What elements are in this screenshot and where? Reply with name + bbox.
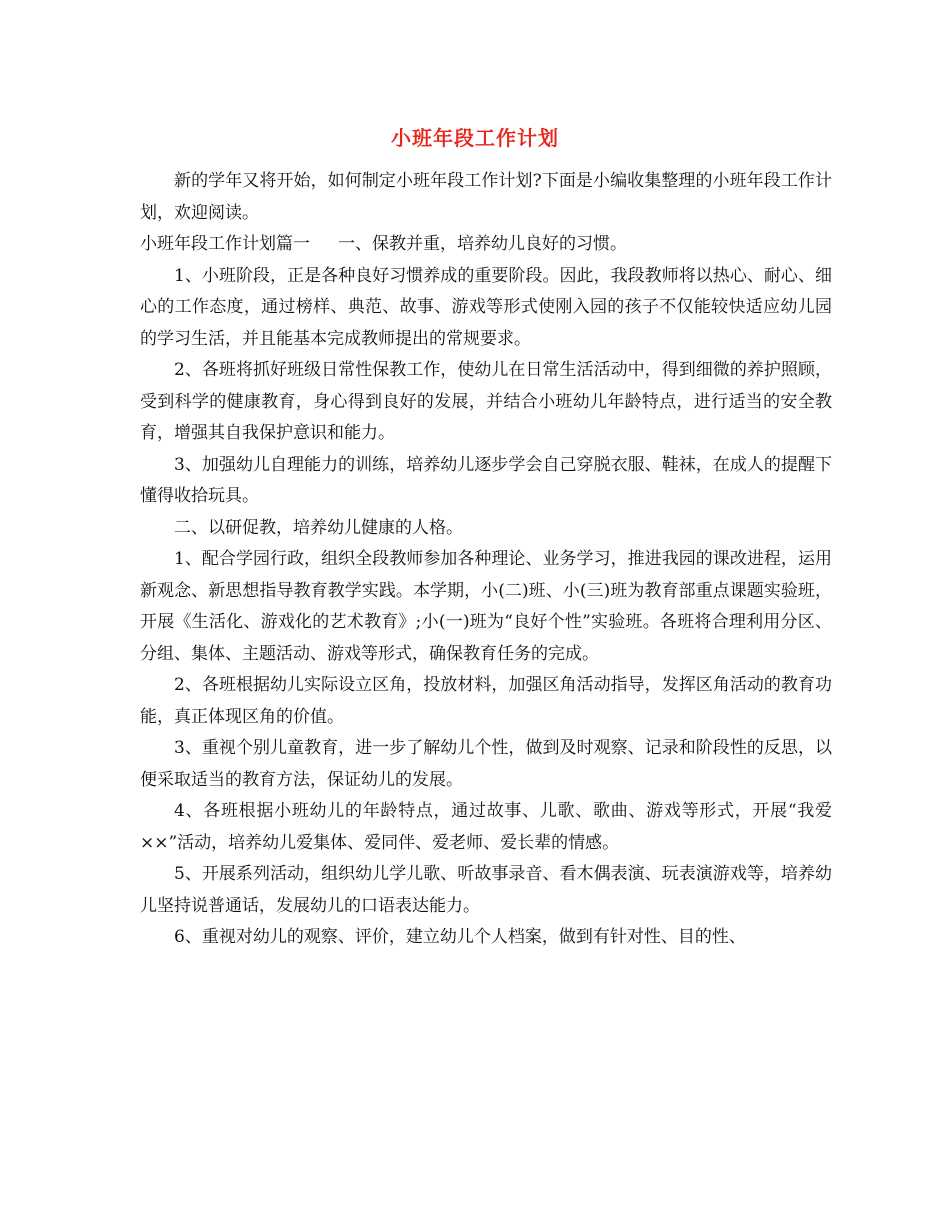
page-title: 小班年段工作计划 (391, 126, 559, 150)
section-line (140, 229, 832, 261)
list-item: 4、各班根据小班幼儿的年龄特点，通过故事、儿歌、歌曲、游戏等形式，开展“我爱××”活动，培养幼儿爱集体、爱同伴、爱老师、爱长辈的情感。 (140, 801, 832, 853)
section-heading-2: 二、以研促教，培养幼儿健康的人格。 (174, 517, 463, 538)
intro-paragraph: 新的学年又将开始，如何制定小班年段工作计划?下面是小编收集整理的小班年段工作计划，欢迎阅读。 (140, 171, 832, 223)
section-label: 小班年段工作计划篇一 (140, 234, 310, 254)
list-item: 2、各班将抓好班级日常性保教工作，使幼儿在日常生活活动中，得到细微的养护照顾，受到科学的健康教育，身心得到良好的发展，并结合小班幼儿年龄特点，进行适当的安全教育，增强其自我保护意识和能力。 (140, 360, 832, 443)
list-item: 3、加强幼儿自理能力的训练，培养幼儿逐步学会自己穿脱衣服、鞋袜，在成人的提醒下懂得收拾玩具。 (140, 454, 832, 506)
document-body (140, 166, 832, 954)
list-item: 1、配合学园行政，组织全段教师参加各种理论、业务学习，推进我园的课改进程，运用新观念、新思想指导教育教学实践。本学期，小(二)班、小(三)班为教育部重点课题实验班，开展《生活化、游戏化的艺术教育》;小(一)班为“良好个性”实验班。各班将合理利用分区、分组、集体、主题活动、游戏等形式，确保教育任务的完成。 (140, 549, 832, 664)
list-item: 2、各班根据幼儿实际设立区角，投放材料，加强区角活动指导，发挥区角活动的教育功能，真正体现区角的价值。 (140, 675, 832, 727)
list-item: 1、小班阶段，正是各种良好习惯养成的重要阶段。因此，我段教师将以热心、耐心、细心的工作态度，通过榜样、典范、故事、游戏等形式使刚入园的孩子不仅能较快适应幼儿园的学习生活，并且能基本完成教师提出的常规要求。 (140, 265, 832, 349)
list-item: 3、重视个别儿童教育，进一步了解幼儿个性，做到及时观察、记录和阶段性的反思，以便采取适当的教育方法，保证幼儿的发展。 (140, 738, 832, 790)
section-heading-1: 一、保教并重，培养幼儿良好的习惯。 (338, 234, 627, 254)
list-item: 6、重视对幼儿的观察、评价，建立幼儿个人档案，做到有针对性、目的性、 (174, 927, 746, 947)
list-item: 5、开展系列活动，组织幼儿学儿歌、听故事录音、看木偶表演、玩表演游戏等，培养幼儿坚持说普通话，发展幼儿的口语表达能力。 (140, 864, 832, 916)
